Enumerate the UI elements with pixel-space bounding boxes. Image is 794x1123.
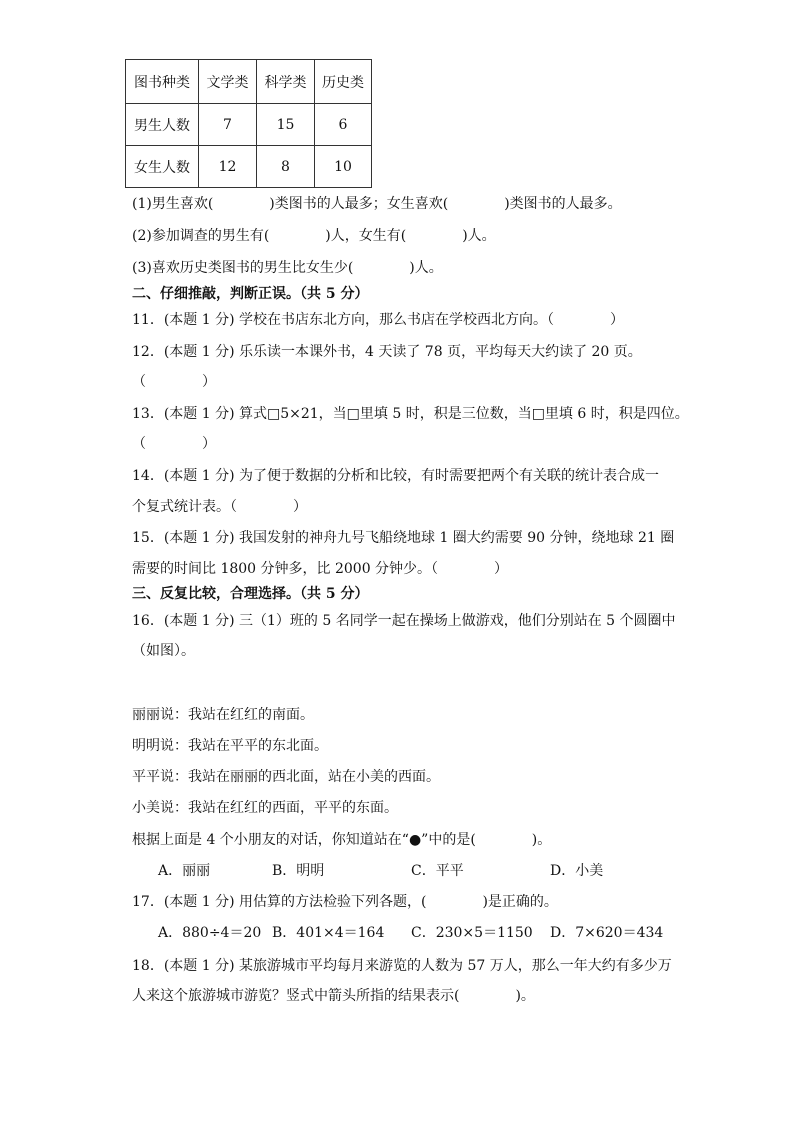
book-survey-table [125,59,372,188]
section-2-title: 二、仔细推敲，判断正误。（共 5 分） [132,286,369,302]
sub-question-2: (2)参加调查的男生有( )人，女生有( )人。 [132,228,496,244]
question-17: 17．(本题 1 分) 用估算的方法检验下列各题，( )是正确的。 [132,894,558,910]
table-cell: 15 [257,104,315,146]
table-header-row [126,60,372,104]
question-16-line-2: （如图）。 [132,643,195,659]
question-13-line-2: （ ） [132,436,216,452]
section-3-title: 三、反复比较，合理选择。（共 5 分） [132,586,369,602]
question-12-line-1: 12．(本题 1 分) 乐乐读一本课外书，4 天读了 78 页，平均每天大约读了 20 页。 [132,344,642,360]
statement-mingming: 明明说：我站在平平的东北面。 [132,738,328,754]
table-cell: 科学类 [257,60,315,104]
table-cell: 文学类 [199,60,257,104]
question-15-line-1: 15．(本题 1 分) 我国发射的神舟九号飞船绕地球 1 圈大约需要 90 分钟，绕地球 21 圈 [132,530,675,546]
question-18-line-2: 人来这个旅游城市游览？竖式中箭头所指的结果表示( )。 [132,988,535,1004]
question-12-line-2: （ ） [132,374,216,390]
statement-xiaomei: 小美说：我站在红红的西面，平平的东面。 [132,800,398,816]
question-15-line-2: 需要的时间比 1800 分钟多，比 2000 分钟少。（ ） [132,561,509,577]
statement-lili: 丽丽说：我站在红红的南面。 [132,707,314,723]
question-14-line-2: 个复式统计表。（ ） [132,499,307,515]
table-row [126,104,372,146]
sub-question-3: (3)喜欢历史类图书的男生比女生少( )人。 [132,260,443,276]
question-13-line-1: 13．(本题 1 分) 算式□5×21，当□里填 5 时，积是三位数，当□里填 6 时，积是四位。 [132,406,689,422]
table-cell: 图书种类 [126,60,199,104]
question-11: 11．(本题 1 分) 学校在书店东北方向，那么书店在学校西北方向。（ ） [132,312,624,328]
q17-option-c[interactable]: C．230×5＝1150 [411,925,533,941]
question-18-line-1: 18．(本题 1 分) 某旅游城市平均每月来游览的人数为 57 万人，那么一年大约有多少万 [132,958,672,974]
statement-pingping: 平平说：我站在丽丽的西北面，站在小美的西面。 [132,769,440,785]
table-row [126,146,372,188]
q16-option-d[interactable]: D．小美 [550,863,604,879]
question-16-ask: 根据上面是 4 个小朋友的对话，你知道站在“●”中的是( )。 [132,832,552,848]
q16-option-b[interactable]: B．明明 [272,863,325,879]
q16-option-a[interactable]: A．丽丽 [158,863,211,879]
question-16-line-1: 16．(本题 1 分) 三（1）班的 5 名同学一起在操场上做游戏，他们分别站在 5 个圆圈中 [132,613,676,629]
table-cell: 7 [199,104,257,146]
question-14-line-1: 14．(本题 1 分) 为了便于数据的分析和比较，有时需要把两个有关联的统计表合成一 [132,468,659,484]
table-cell: 10 [315,146,372,188]
q17-option-d[interactable]: D．7×620＝434 [550,925,664,941]
q16-option-c[interactable]: C．平平 [411,863,464,879]
table-cell: 男生人数 [126,104,199,146]
table-cell: 历史类 [315,60,372,104]
q17-option-b[interactable]: B．401×4＝164 [272,925,385,941]
q17-option-a[interactable]: A．880÷4＝20 [158,925,262,941]
table-cell: 12 [199,146,257,188]
table-cell: 8 [257,146,315,188]
sub-question-1: (1)男生喜欢( )类图书的人最多；女生喜欢( )类图书的人最多。 [132,196,622,212]
table-cell: 6 [315,104,372,146]
table-cell: 女生人数 [126,146,199,188]
